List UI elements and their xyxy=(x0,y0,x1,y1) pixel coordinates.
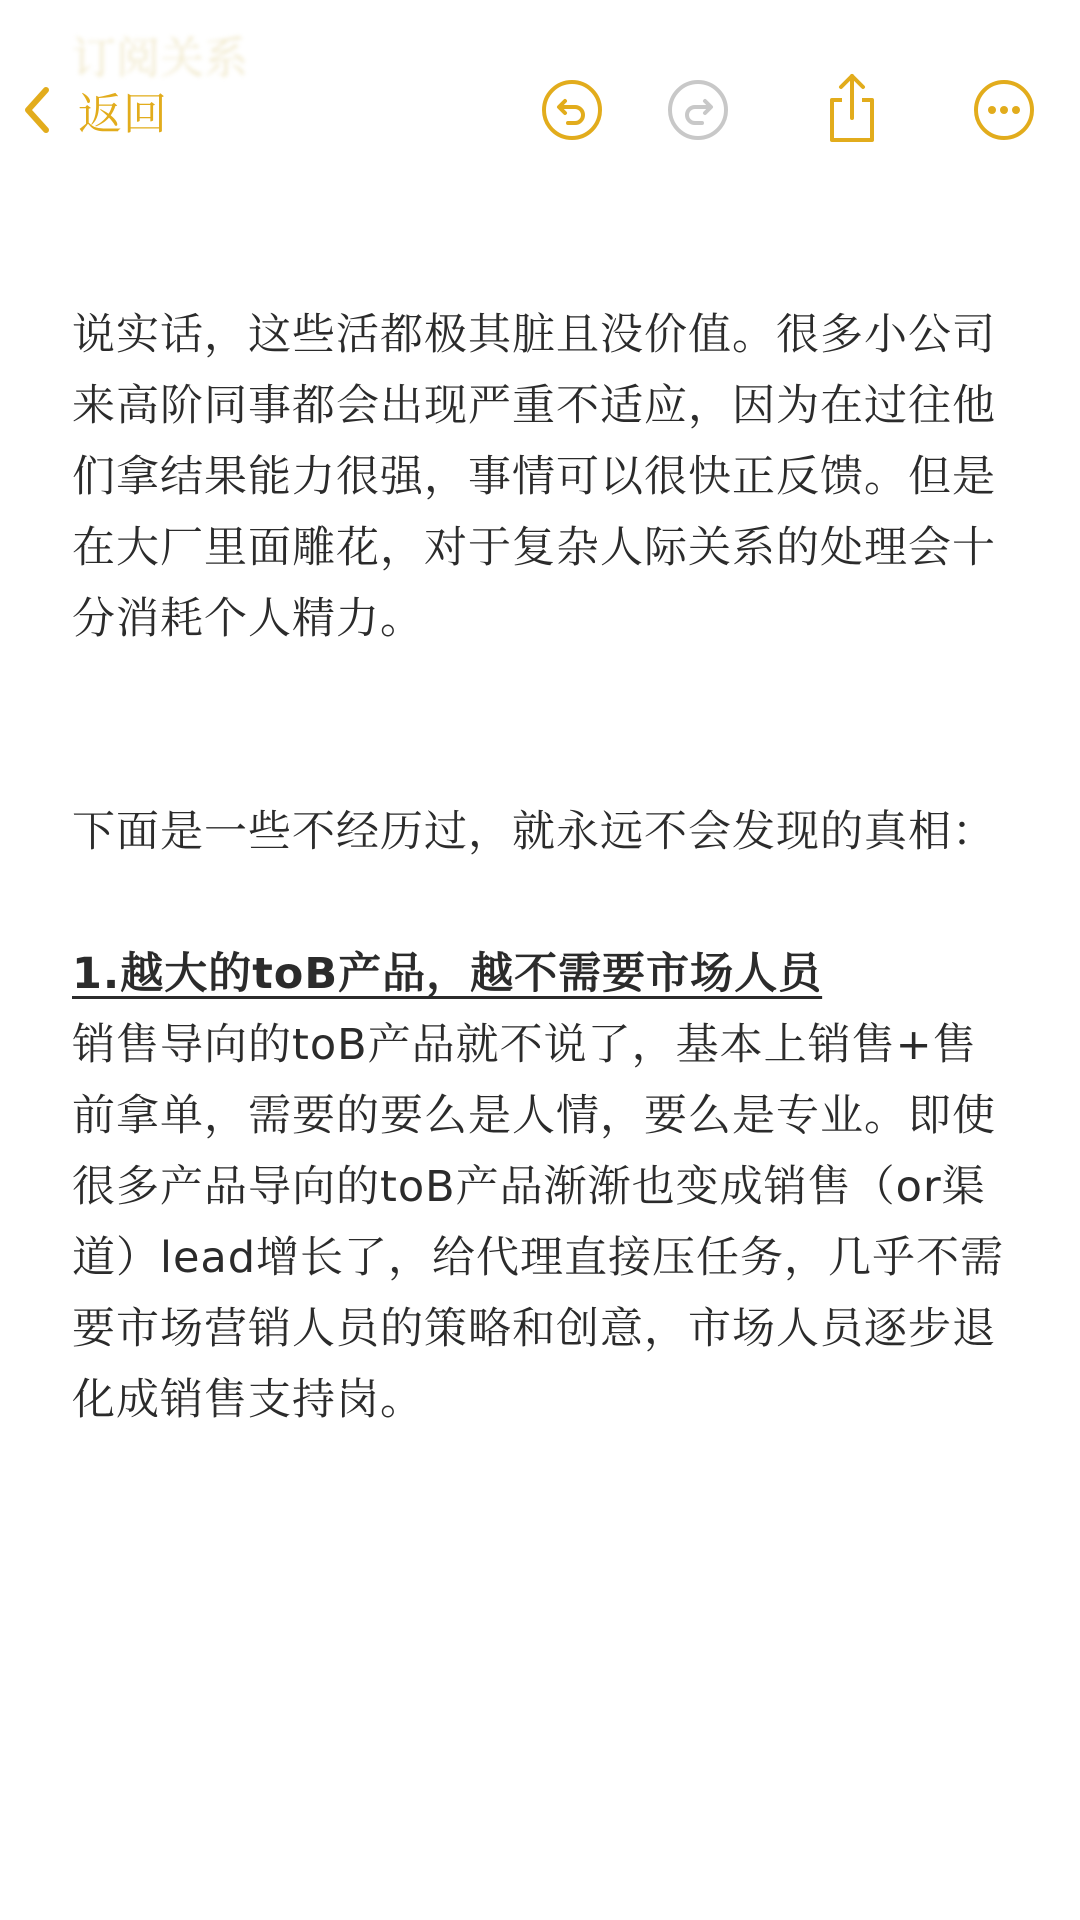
back-label: 返回 xyxy=(78,89,168,140)
note-body[interactable] xyxy=(72,300,1012,1436)
blank-line xyxy=(72,868,1012,939)
note-paragraph: 下面是一些不经历过，就永远不会发现的真相： xyxy=(72,807,996,857)
redo-button[interactable] xyxy=(666,78,730,142)
note-paragraph: 销售导向的toB产品就不说了，基本上销售+售前拿单，需要的要么是人情，要么是专业。即使很多产品导向的toB产品渐渐也变成销售（or渠道）lead增长了，给代理直接压任务，几乎不需要市场营销人员的策略和创意，市场人员逐步退化成销售支持岗。 xyxy=(72,1020,1005,1425)
redo-icon xyxy=(667,79,729,141)
more-icon xyxy=(973,79,1035,141)
share-icon xyxy=(824,72,880,144)
undo-button[interactable] xyxy=(540,78,604,142)
blank-line xyxy=(72,655,1012,797)
chevron-left-icon xyxy=(22,86,52,134)
more-button[interactable] xyxy=(972,78,1036,142)
note-heading: 1.越大的toB产品，越不需要市场人员 xyxy=(72,949,823,999)
back-button[interactable] xyxy=(22,70,168,150)
share-button[interactable] xyxy=(820,70,884,146)
note-paragraph: 说实话，这些活都极其脏且没价值。很多小公司来高阶同事都会出现严重不适应，因为在过往他们拿结果能力很强，事情可以很快正反馈。但是在大厂里面雕花，对于复杂人际关系的处理会十分消耗个人精力。 xyxy=(72,310,996,644)
undo-icon xyxy=(541,79,603,141)
notes-toolbar xyxy=(0,70,1080,150)
scrolled-text-fragment: 订阅关系 xyxy=(72,33,248,84)
